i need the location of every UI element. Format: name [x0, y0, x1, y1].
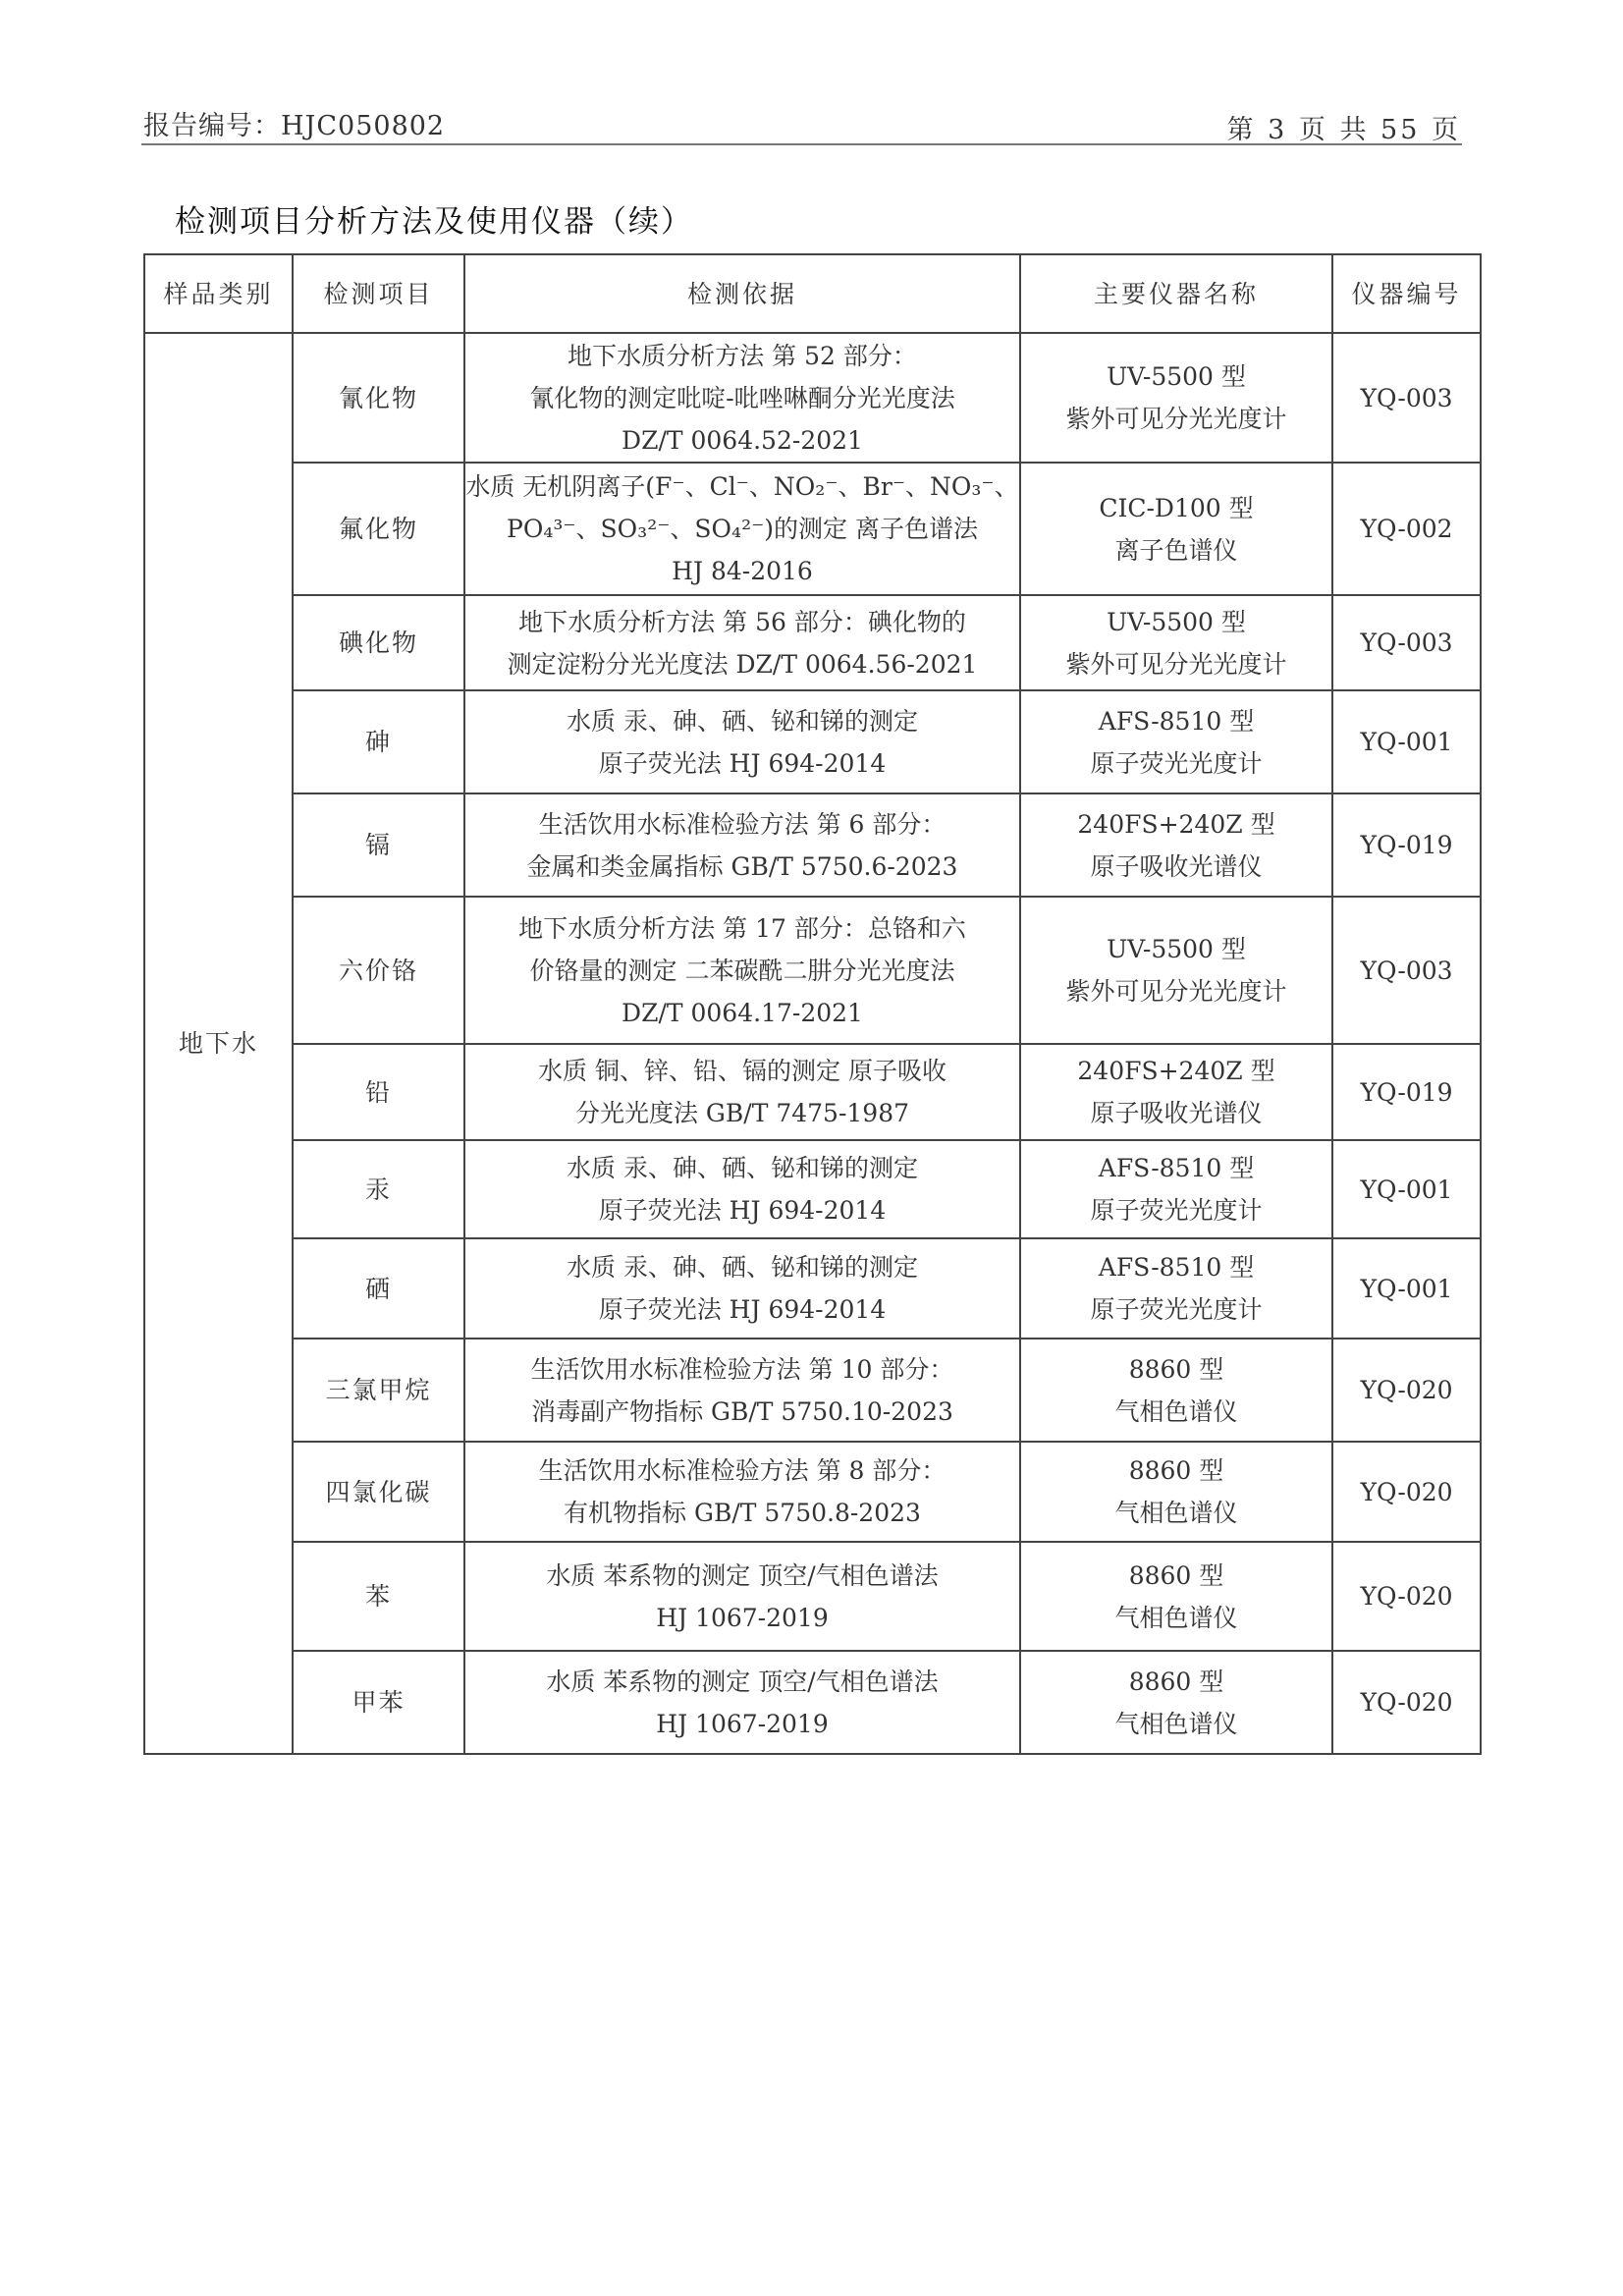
- test-basis: [464, 1238, 1020, 1339]
- instrument-line: 气相色谱仪: [1114, 1499, 1238, 1527]
- instrument-code: YQ-003: [1332, 333, 1481, 463]
- instrument-code: YQ-003: [1332, 595, 1481, 690]
- instrument-line: 气相色谱仪: [1114, 1396, 1238, 1426]
- section-title: 检测项目分析方法及使用仪器（续）: [175, 204, 693, 240]
- instrument-line: AFS-8510 型: [1098, 1154, 1255, 1182]
- test-basis: [464, 897, 1020, 1044]
- instrument-line: 8860 型: [1128, 1667, 1224, 1696]
- instrument-line: 8860 型: [1128, 1456, 1224, 1485]
- instrument-name: [1020, 1339, 1332, 1442]
- test-basis: [464, 1442, 1020, 1542]
- header-divider: [141, 143, 1462, 145]
- test-item: 硒: [293, 1238, 464, 1339]
- instrument-name: [1020, 1651, 1332, 1754]
- basis-line: 测定淀粉分光光度法 DZ/T 0064.56-2021: [507, 649, 978, 679]
- table-row: [144, 1542, 1481, 1651]
- methods-table: [143, 253, 1482, 1755]
- test-basis: [464, 1044, 1020, 1140]
- table-row: [144, 897, 1481, 1044]
- instrument-code: YQ-001: [1332, 1140, 1481, 1238]
- instrument-code: YQ-020: [1332, 1442, 1481, 1542]
- basis-line: 生活饮用水标准检验方法 第 8 部分：: [538, 1456, 947, 1485]
- instrument-name: [1020, 690, 1332, 793]
- test-item: 六价铬: [293, 897, 464, 1044]
- instrument-name: [1020, 463, 1332, 595]
- instrument-name: [1020, 1044, 1332, 1140]
- instrument-line: 气相色谱仪: [1114, 1709, 1238, 1738]
- basis-line: 原子荧光法 HJ 694-2014: [598, 1196, 887, 1225]
- table-row: [144, 1044, 1481, 1140]
- col-header-instrument: 主要仪器名称: [1020, 254, 1332, 333]
- basis-line: 地下水质分析方法 第 56 部分：碘化物的: [518, 607, 966, 636]
- instrument-code: YQ-001: [1332, 1238, 1481, 1339]
- test-item: 氰化物: [293, 333, 464, 463]
- basis-line: PO₄³⁻、SO₃²⁻、SO₄²⁻)的测定 离子色谱法: [507, 515, 978, 543]
- instrument-name: [1020, 897, 1332, 1044]
- instrument-line: UV-5500 型: [1107, 607, 1246, 636]
- table-row: [144, 333, 1481, 463]
- instrument-line: 紫外可见分光光度计: [1065, 649, 1287, 679]
- instrument-line: CIC-D100 型: [1099, 493, 1254, 522]
- basis-line: 有机物指标 GB/T 5750.8-2023: [564, 1499, 921, 1527]
- basis-line: 消毒副产物指标 GB/T 5750.10-2023: [531, 1396, 953, 1426]
- test-item: 四氯化碳: [293, 1442, 464, 1542]
- instrument-line: UV-5500 型: [1107, 362, 1246, 391]
- basis-line: 水质 汞、砷、硒、铋和锑的测定: [567, 1253, 918, 1282]
- table-row: [144, 1140, 1481, 1238]
- instrument-name: [1020, 1140, 1332, 1238]
- report-number: 报告编号：HJC050802: [143, 111, 446, 141]
- instrument-code: YQ-020: [1332, 1651, 1481, 1754]
- instrument-code: YQ-003: [1332, 897, 1481, 1044]
- instrument-line: 原子荧光光度计: [1090, 748, 1263, 778]
- test-basis: [464, 1542, 1020, 1651]
- instrument-code: YQ-019: [1332, 793, 1481, 897]
- basis-line: 水质 无机阴离子(F⁻、Cl⁻、NO₂⁻、Br⁻、NO₃⁻、: [465, 472, 1019, 501]
- instrument-code: YQ-020: [1332, 1542, 1481, 1651]
- basis-line: 水质 汞、砷、硒、铋和锑的测定: [567, 706, 918, 736]
- instrument-line: 紫外可见分光光度计: [1065, 405, 1287, 433]
- instrument-line: AFS-8510 型: [1098, 1253, 1255, 1282]
- col-header-code: 仪器编号: [1332, 254, 1481, 333]
- table-row: [144, 1238, 1481, 1339]
- basis-line: 地下水质分析方法 第 52 部分：: [568, 341, 917, 370]
- page-indicator: 第 3 页 共 55 页: [1226, 115, 1461, 145]
- basis-line: 原子荧光法 HJ 694-2014: [598, 748, 887, 778]
- test-item: 砷: [293, 690, 464, 793]
- test-basis: [464, 690, 1020, 793]
- test-item: 镉: [293, 793, 464, 897]
- instrument-name: [1020, 1542, 1332, 1651]
- instrument-line: 原子荧光光度计: [1090, 1196, 1263, 1225]
- test-item: 铅: [293, 1044, 464, 1140]
- test-item: 甲苯: [293, 1651, 464, 1754]
- col-header-item: 检测项目: [293, 254, 464, 333]
- basis-line: 生活饮用水标准检验方法 第 6 部分：: [538, 809, 947, 839]
- table-row: [144, 793, 1481, 897]
- basis-line: 原子荧光法 HJ 694-2014: [598, 1295, 887, 1324]
- instrument-line: 紫外可见分光光度计: [1065, 977, 1287, 1006]
- instrument-name: [1020, 1238, 1332, 1339]
- table-row: [144, 463, 1481, 595]
- instrument-code: YQ-002: [1332, 463, 1481, 595]
- test-basis: [464, 1140, 1020, 1238]
- table-row: [144, 595, 1481, 690]
- basis-line: 金属和类金属指标 GB/T 5750.6-2023: [526, 851, 958, 881]
- instrument-name: [1020, 1442, 1332, 1542]
- basis-line: 水质 汞、砷、硒、铋和锑的测定: [567, 1154, 918, 1182]
- basis-line: DZ/T 0064.52-2021: [622, 425, 863, 455]
- instrument-code: YQ-019: [1332, 1044, 1481, 1140]
- basis-line: 分光光度法 GB/T 7475-1987: [574, 1099, 910, 1127]
- basis-line: 氰化物的测定吡啶-吡唑啉酮分光光度法: [529, 383, 955, 412]
- test-item: 汞: [293, 1140, 464, 1238]
- instrument-line: 原子吸收光谱仪: [1090, 851, 1263, 881]
- instrument-line: 240FS+240Z 型: [1077, 1057, 1275, 1085]
- col-header-category: 样品类别: [144, 254, 293, 333]
- test-item: 苯: [293, 1542, 464, 1651]
- instrument-line: 8860 型: [1128, 1560, 1224, 1590]
- basis-line: HJ 84-2016: [672, 557, 813, 585]
- basis-line: 地下水质分析方法 第 17 部分：总铬和六: [518, 913, 966, 943]
- test-basis: [464, 595, 1020, 690]
- test-basis: [464, 333, 1020, 463]
- instrument-line: 原子荧光光度计: [1090, 1295, 1263, 1324]
- test-item: 碘化物: [293, 595, 464, 690]
- instrument-name: [1020, 595, 1332, 690]
- instrument-line: 气相色谱仪: [1114, 1603, 1238, 1632]
- instrument-line: 原子吸收光谱仪: [1090, 1099, 1263, 1127]
- basis-line: 生活饮用水标准检验方法 第 10 部分：: [530, 1354, 954, 1384]
- test-basis: [464, 1651, 1020, 1754]
- instrument-code: YQ-001: [1332, 690, 1481, 793]
- instrument-code: YQ-020: [1332, 1339, 1481, 1442]
- test-item: 氟化物: [293, 463, 464, 595]
- basis-line: 水质 苯系物的测定 顶空/气相色谱法: [546, 1667, 939, 1696]
- instrument-line: UV-5500 型: [1107, 935, 1246, 963]
- table-header-row: [144, 254, 1481, 333]
- instrument-name: [1020, 793, 1332, 897]
- basis-line: HJ 1067-2019: [656, 1603, 829, 1632]
- test-item: 三氯甲烷: [293, 1339, 464, 1442]
- test-basis: [464, 463, 1020, 595]
- table-row: [144, 1651, 1481, 1754]
- table-row: [144, 1339, 1481, 1442]
- instrument-line: 离子色谱仪: [1114, 535, 1238, 565]
- basis-line: HJ 1067-2019: [656, 1709, 829, 1738]
- test-basis: [464, 793, 1020, 897]
- instrument-line: 240FS+240Z 型: [1077, 809, 1275, 839]
- instrument-line: AFS-8510 型: [1098, 706, 1255, 736]
- instrument-line: 8860 型: [1128, 1354, 1224, 1384]
- table-row: [144, 1442, 1481, 1542]
- basis-line: DZ/T 0064.17-2021: [622, 998, 863, 1027]
- test-basis: [464, 1339, 1020, 1442]
- table-row: [144, 690, 1481, 793]
- basis-line: 水质 铜、锌、铅、镉的测定 原子吸收: [538, 1057, 947, 1085]
- basis-line: 水质 苯系物的测定 顶空/气相色谱法: [546, 1560, 939, 1590]
- col-header-basis: 检测依据: [464, 254, 1020, 333]
- basis-line: 价铬量的测定 二苯碳酰二肼分光光度法: [529, 956, 955, 985]
- sample-category: 地下水: [144, 333, 293, 1754]
- instrument-name: [1020, 333, 1332, 463]
